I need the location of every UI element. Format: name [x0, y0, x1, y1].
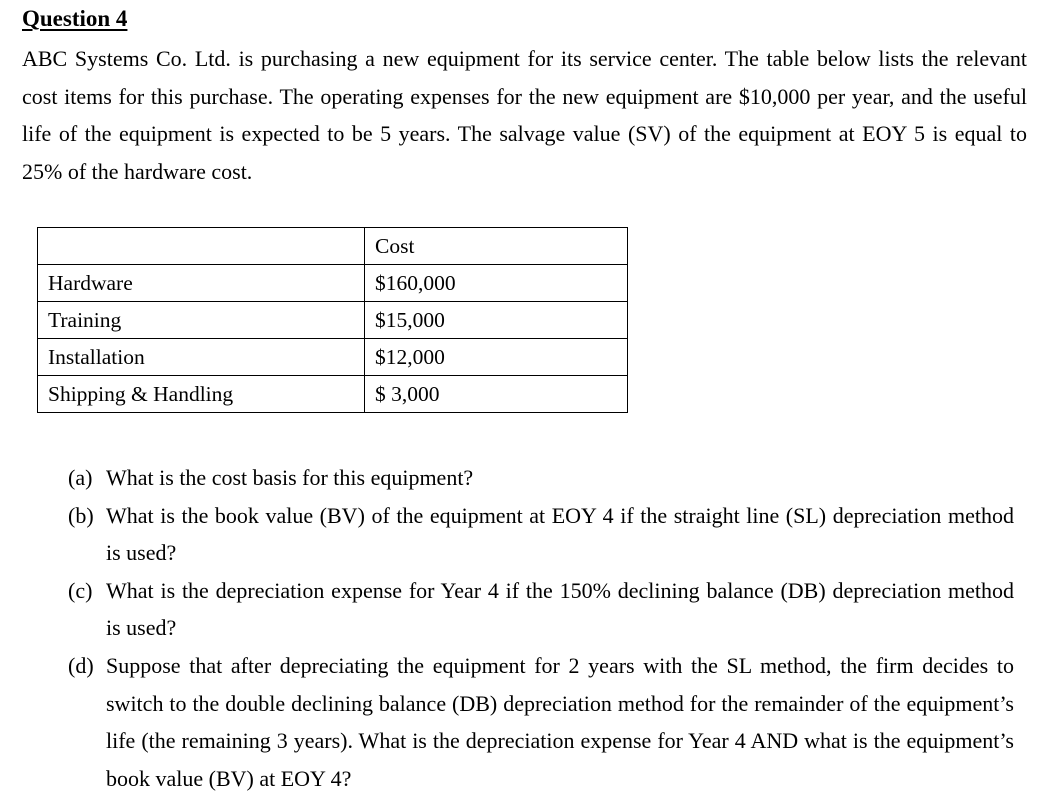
header-cost-cell: Cost — [365, 228, 628, 265]
question-part-b — [68, 497, 1014, 572]
header-blank-cell — [38, 228, 365, 265]
cost-table — [37, 227, 628, 413]
row-item-installation: Installation — [38, 339, 365, 376]
question-intro: ABC Systems Co. Ltd. is purchasing a new equipment for its service center. The table below lists the relevant cost items for this purchase. The operating expenses for the new equipment are $10,000 per year, and the useful life of the equipment is expected to be 5 years. The salvage value (SV) of the equipment at EOY 5 is equal to 25% of the hardware cost. — [22, 46, 1027, 185]
question-part-d — [68, 647, 1014, 797]
part-label: (c) — [68, 577, 93, 603]
part-text: What is the cost basis for this equipment? — [106, 465, 474, 490]
row-cost-hardware: $160,000 — [365, 265, 628, 302]
part-text: What is the book value (BV) of the equipment at EOY 4 if the straight line (SL) depreciation method is used? — [106, 502, 1014, 566]
table-header-row — [38, 228, 628, 265]
row-item-hardware: Hardware — [38, 265, 365, 302]
row-cost-installation: $12,000 — [365, 339, 628, 376]
part-text: Suppose that after depreciating the equipment for 2 years with the SL method, the firm decides to switch to the double declining balance (DB) depreciation method for the remainder of the equipment’s life (the remaining 3 years). What is the depreciation expense for Year 4 AND what is the equipment’s book value (BV) at EOY 4? — [106, 652, 1014, 791]
question-part-c — [68, 572, 1014, 647]
question-part-a — [68, 459, 1014, 497]
row-cost-shipping: $ 3,000 — [365, 376, 628, 413]
row-item-training: Training — [38, 302, 365, 339]
table-row — [38, 302, 628, 339]
question-title: Question 4 — [22, 6, 128, 31]
table-row — [38, 339, 628, 376]
part-text: What is the depreciation expense for Year 4 if the 150% declining balance (DB) depreciation method is used? — [106, 577, 1014, 641]
part-label: (b) — [68, 502, 94, 528]
table-row — [38, 265, 628, 302]
table-row — [38, 376, 628, 413]
part-label: (d) — [68, 652, 94, 678]
question-parts-list — [68, 459, 1014, 797]
part-label: (a) — [68, 465, 93, 490]
row-item-shipping: Shipping & Handling — [38, 376, 365, 413]
row-cost-training: $15,000 — [365, 302, 628, 339]
